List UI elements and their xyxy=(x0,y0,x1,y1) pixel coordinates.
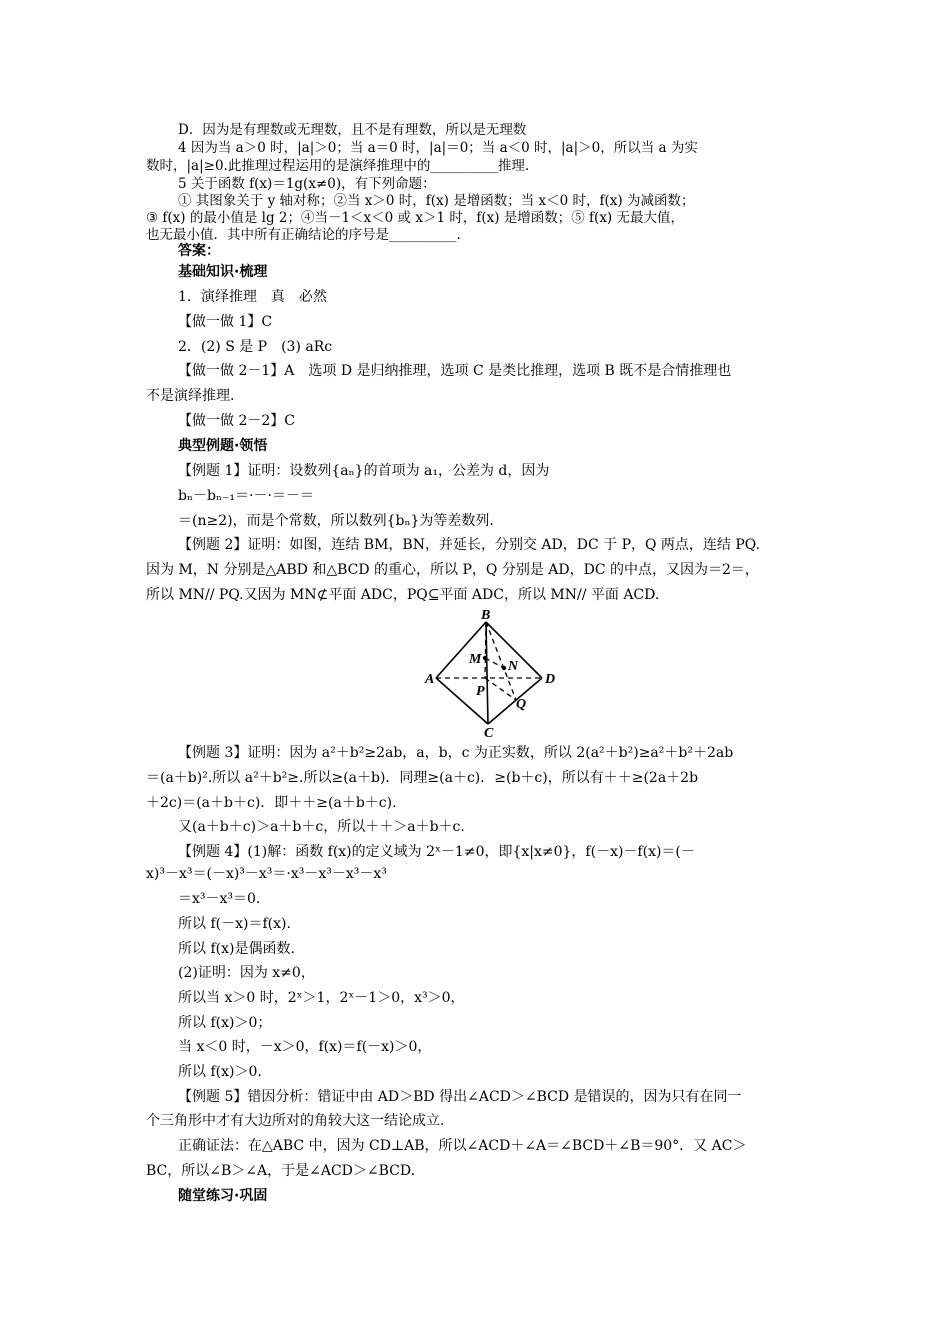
label-m: M xyxy=(469,652,482,667)
point-m xyxy=(483,656,487,660)
answer-line: 【做一做 2－1】A 选项 D 是归纳推理，选项 C 是类比推理，选项 B 既不是合情推理也 xyxy=(178,363,732,379)
label-p: P xyxy=(476,684,485,699)
example-3-line: 又(a＋b＋c)＞a＋b＋c，所以＋＋＞a＋b＋c. xyxy=(178,819,465,835)
section-practice-title: 随堂练习·巩固 xyxy=(178,1188,268,1204)
example-1-line: 【例题 1】证明：设数列{aₙ}的首项为 a₁，公差为 d，因为 xyxy=(178,463,550,479)
example-4-line: x)³－x³＝(－x)³－x³＝·x³－x³－x³－x³ xyxy=(146,866,387,882)
label-n: N xyxy=(508,659,519,674)
example-2-line: 所以 MN// PQ.又因为 MN⊄平面 ADC，PQ⊆平面 ADC，所以 MN// 平面 ACD. xyxy=(146,587,660,603)
label-b: B xyxy=(481,608,491,623)
example-4-line: 所以 f(x)＞0. xyxy=(178,1064,262,1080)
answer-line: 不是演绎推理. xyxy=(146,388,235,404)
tetrahedron-diagram xyxy=(424,606,566,738)
edge-dc xyxy=(488,678,542,724)
answer-line: 【做一做 1】C xyxy=(178,314,273,330)
label-q: Q xyxy=(516,697,527,712)
edge-ba xyxy=(436,622,486,678)
question-5-line-3: ③ f(x) 的最小值是 lg 2；④当－1＜x＜0 或 x＞1 时，f(x) 是增函数；⑤ f(x) 无最大值， xyxy=(146,210,684,226)
example-4-line: 所以 f(x)是偶函数. xyxy=(178,941,295,957)
example-3-line: 【例题 3】证明：因为 a²＋b²≥2ab，a，b，c 为正实数，所以 2(a²＋b²)≥a²＋b²＋2ab xyxy=(178,745,734,761)
answer-line: 【做一做 2－2】C xyxy=(178,413,295,429)
example-5-line: 【例题 5】错因分析：错证中由 AD＞BD 得出∠ACD＞∠BCD 是错误的，因为只有在同一 xyxy=(178,1089,742,1105)
point-n xyxy=(502,666,506,670)
example-1-line: bₙ－bₙ₋₁＝·－·＝－＝ xyxy=(178,488,314,504)
question-5-line-4: 也无最小值．其中所有正确结论的序号是__________. xyxy=(146,227,461,243)
example-4-line: 所以 f(－x)＝f(x). xyxy=(178,916,291,932)
section-basic-knowledge-title: 基础知识·梳理 xyxy=(178,264,268,280)
example-5-line: 个三角形中才有大边所对的角较大这一结论成立. xyxy=(146,1113,445,1129)
example-4-line: (2)证明：因为 x≠0， xyxy=(178,965,315,981)
answers-heading: 答案： xyxy=(178,243,220,259)
example-5-line: 正确证法：在△ABC 中，因为 CD⊥AB，所以∠ACD＋∠A＝∠BCD＋∠B＝90°．又 AC＞ xyxy=(178,1138,747,1154)
question-4-line-1: 4 因为当 a＞0 时，|a|＞0；当 a＝0 时，|a|＝0；当 a＜0 时，|a|＞0，所以当 a 为实 xyxy=(178,140,698,156)
example-5-line: BC，所以∠B＞∠A，于是∠ACD＞∠BCD. xyxy=(146,1163,416,1179)
line-mn-hidden xyxy=(485,658,504,668)
answer-line: 2．(2) S 是 P (3) aRc xyxy=(178,339,333,355)
question-5-line-2: ① 其图象关于 y 轴对称；②当 x＞0 时，f(x) 是增函数；当 x＜0 时，f(x) 为减函数； xyxy=(178,193,695,209)
edge-bc xyxy=(486,622,488,724)
label-a: A xyxy=(425,672,435,687)
label-c: C xyxy=(484,726,494,738)
example-3-line: ＝(a＋b)².所以 a²＋b²≥.所以≥(a＋b)．同理≥(a＋c)．≥(b＋c)，所以有＋＋≥(2a＋2b xyxy=(146,770,699,786)
example-3-line: ＋2c)＝(a＋b＋c)．即＋＋≥(a＋b＋c). xyxy=(146,795,397,811)
example-4-line: 所以 f(x)＞0； xyxy=(178,1015,272,1031)
example-4-line: ＝x³－x³＝0. xyxy=(178,891,261,907)
example-4-line: 【例题 4】(1)解：函数 f(x)的定义域为 2ˣ－1≠0，即{x|x≠0}，f(－x)－f(x)＝(－ xyxy=(178,844,695,860)
option-d-line: D．因为是有理数或无理数，且不是有理数，所以是无理数 xyxy=(178,122,527,138)
line-pq-hidden xyxy=(485,678,516,700)
tetrahedron-figure xyxy=(424,606,566,738)
example-4-line: 所以当 x＞0 时，2ˣ＞1，2ˣ－1＞0，x³＞0， xyxy=(178,990,465,1006)
question-5-line-1: 5 关于函数 f(x)＝1g(x≠0)，有下列命题： xyxy=(178,176,436,192)
example-4-line: 当 x＜0 时，－x＞0，f(x)＝f(－x)＞0， xyxy=(178,1039,432,1055)
label-d: D xyxy=(545,672,556,687)
example-2-line: 【例题 2】证明：如图，连结 BM，BN，并延长，分别交 AD，DC 于 P，Q 两点，连结 PQ. xyxy=(178,537,761,553)
example-1-line: ＝(n≥2)，而是个常数，所以数列{bₙ}为等差数列. xyxy=(178,513,494,529)
answer-line: 1．演绎推理 真 必然 xyxy=(178,289,327,305)
section-typical-examples-title: 典型例题·领悟 xyxy=(178,438,268,454)
example-2-line: 因为 M，N 分别是△ABD 和△BCD 的重心，所以 P，Q 分别是 AD，DC 的中点，又因为＝2＝， xyxy=(146,562,759,578)
question-4-line-2: 数时，|a|≥0.此推理过程运用的是演绎推理中的__________推理. xyxy=(146,158,530,174)
